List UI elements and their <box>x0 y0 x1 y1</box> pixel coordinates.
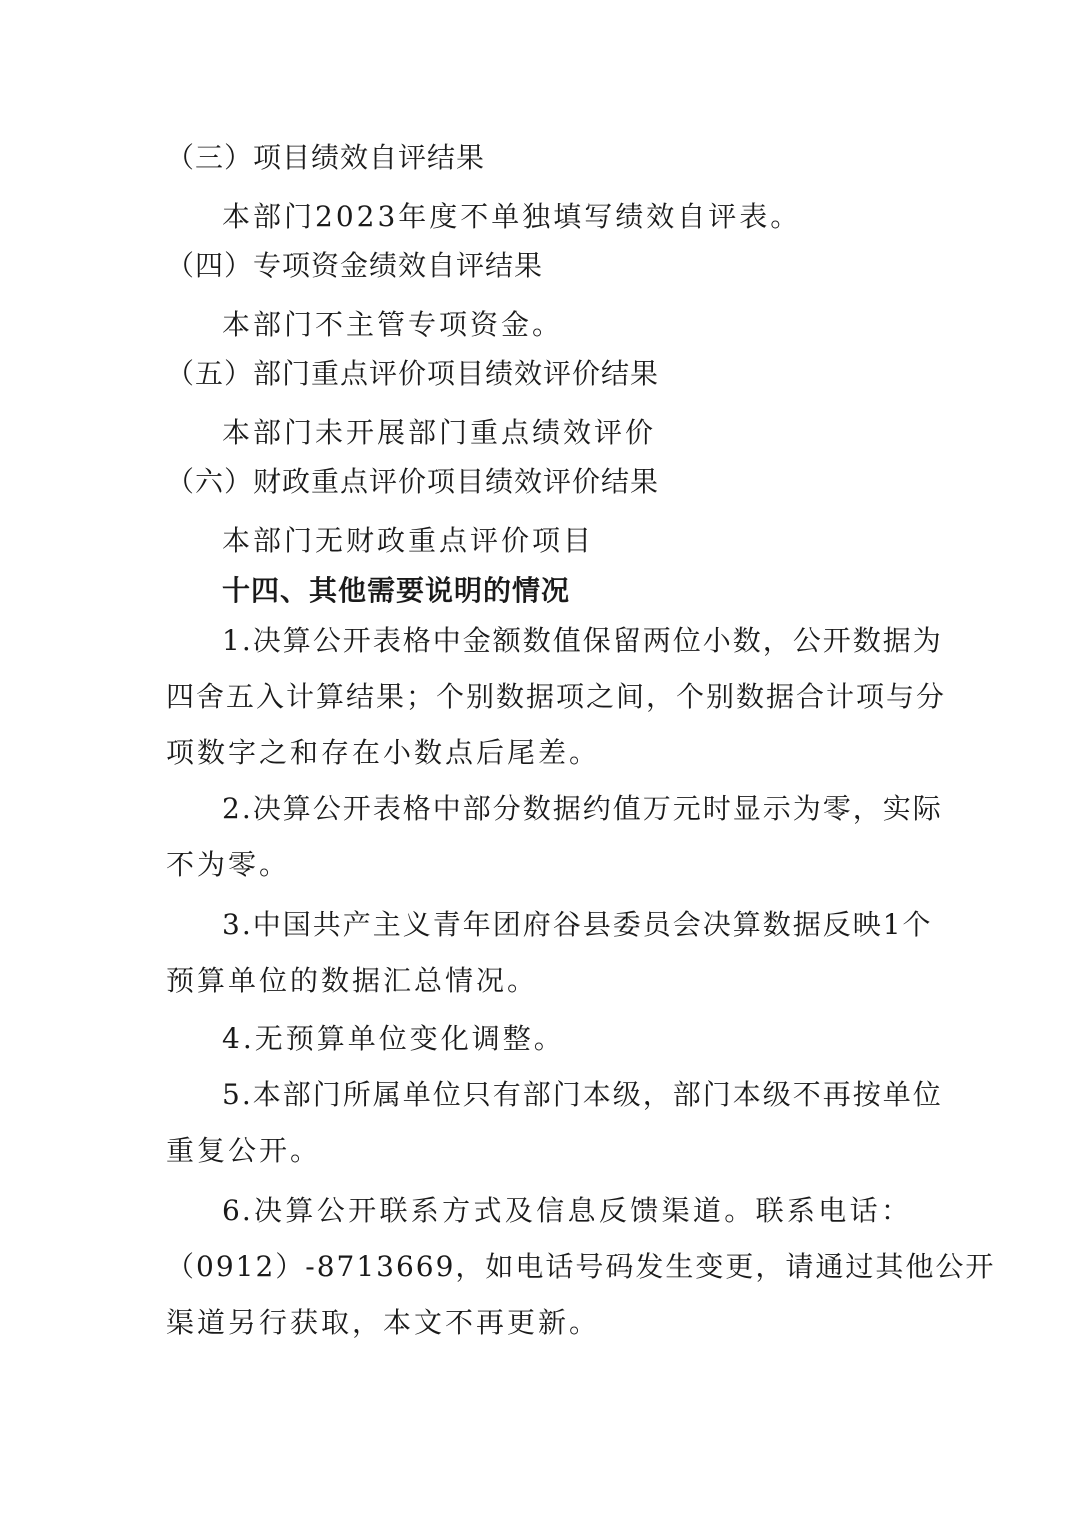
note-3-line-2: 预算单位的数据汇总情况。 <box>166 964 539 997</box>
note-5-line-2: 重复公开。 <box>166 1134 322 1167</box>
note-6-line-2: （0912）-8713669，如电话号码发生变更，请通过其他公开 <box>166 1250 996 1283</box>
note-2-line-2: 不为零。 <box>166 848 291 881</box>
section-6-heading: （六）财政重点评价项目绩效评价结果 <box>166 465 660 498</box>
note-2-line-1: 2.决算公开表格中部分数据约值万元时显示为零，实际 <box>222 792 943 825</box>
section-6-body: 本部门无财政重点评价项目 <box>222 524 595 557</box>
section-3-body: 本部门2023年度不单独填写绩效自评表。 <box>222 200 802 233</box>
note-6-line-3: 渠道另行获取，本文不再更新。 <box>166 1306 601 1339</box>
section-5-body: 本部门未开展部门重点绩效评价 <box>222 416 657 449</box>
section-5-heading: （五）部门重点评价项目绩效评价结果 <box>166 357 660 390</box>
section-4-body: 本部门不主管专项资金。 <box>222 308 564 341</box>
note-6-line-1: 6.决算公开联系方式及信息反馈渠道。联系电话： <box>222 1194 911 1227</box>
note-4-line-1: 4.无预算单位变化调整。 <box>222 1022 565 1055</box>
note-1-line-2: 四舍五入计算结果；个别数据项之间，个别数据合计项与分 <box>166 680 947 713</box>
note-5-line-1: 5.本部门所属单位只有部门本级，部门本级不再按单位 <box>222 1078 943 1111</box>
other-notes-heading: 十四、其他需要说明的情况 <box>222 574 571 607</box>
section-3-heading: （三）项目绩效自评结果 <box>166 141 486 174</box>
note-1-line-3: 项数字之和存在小数点后尾差。 <box>166 736 601 769</box>
note-1-line-1: 1.决算公开表格中金额数值保留两位小数，公开数据为 <box>222 624 943 657</box>
section-4-heading: （四）专项资金绩效自评结果 <box>166 249 544 282</box>
note-3-line-1: 3.中国共产主义青年团府谷县委员会决算数据反映1个 <box>222 908 933 941</box>
